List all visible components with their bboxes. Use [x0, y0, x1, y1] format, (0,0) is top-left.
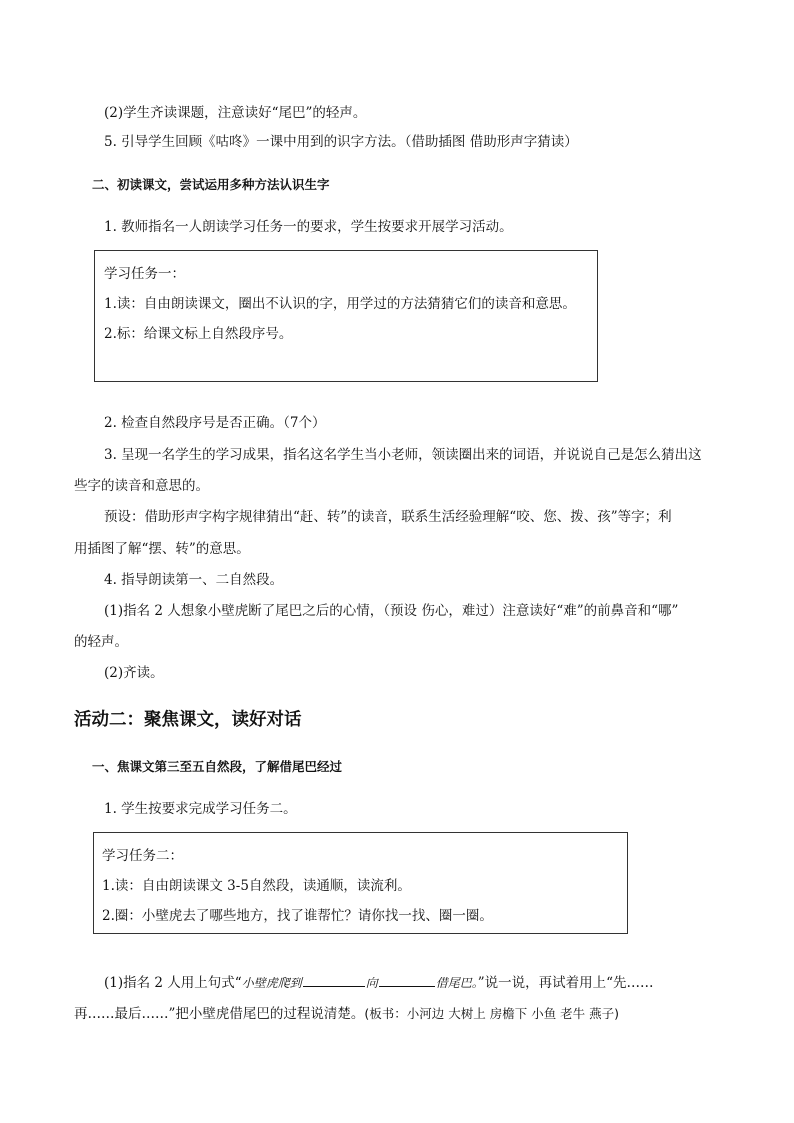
- paragraph-check-numbers: 2. 检查自然段序号是否正确。（7个）: [104, 415, 326, 431]
- paragraph-sentence-pattern-1: [104, 974, 654, 992]
- sentence-pattern-continue: ”说一说，再试着用上“先……: [477, 975, 654, 991]
- paragraph-imagine-mood-1: (1)指名 2 人想象小壁虎断了尾巴之后的心情，（预设 伤心，难过）注意读好“难”的前鼻音和“哪”: [104, 603, 679, 619]
- paragraph-imagine-mood-2: 的轻声。: [74, 634, 128, 650]
- paragraph-teacher-assigns: 1. 教师指名一人朗读学习任务一的要求，学生按要求开展学习活动。: [104, 219, 513, 235]
- fill-blank-animal: [379, 974, 435, 987]
- activity-two-heading: 活动二：聚焦课文，读好对话: [74, 710, 302, 730]
- task1-title: 学习任务一：: [104, 266, 185, 282]
- fill-blank-place: [303, 974, 365, 987]
- sentence-pattern-sequence: 再……最后……”把小壁虎借尾巴的过程说清楚。: [74, 1006, 365, 1022]
- paragraph-review-method: 5. 引导学生回顾《咕咚》一课中用到的识字方法。（借助插图 借助形声字猜读）: [104, 134, 578, 150]
- paragraph-present-result-1: 3. 呈现一名学生的学习成果，指名这名学生当小老师，领读圈出来的词语，并说说自己是怎么猜出这: [104, 447, 702, 463]
- task1-item-read: 1.读：自由朗读课文，圈出不认识的字，用学过的方法猜猜它们的读音和意思。: [104, 296, 576, 312]
- task-box-1: [94, 250, 598, 382]
- pattern-part-toward: 向: [365, 976, 378, 990]
- paragraph-read-title: (2)学生齐读课题，注意读好“尾巴”的轻声。: [104, 105, 367, 121]
- blackboard-notes: (板书：小河边 大树上 房檐下 小鱼 老牛 燕子): [364, 1006, 620, 1021]
- paragraph-preset-2: 用插图了解“摆、转”的意思。: [74, 541, 250, 557]
- section-heading-first-reading: 二、初读课文，尝试运用多种方法认识生字: [92, 177, 330, 192]
- task-box-2: [93, 832, 628, 934]
- sentence-pattern-intro: (1)指名 2 人用上句式“: [104, 975, 242, 991]
- task2-item-read: 1.读：自由朗读课文 3-5自然段，读通顺，读流利。: [102, 878, 411, 894]
- section-heading-borrow-tail: 一、焦课文第三至五自然段，了解借尾巴经过: [92, 759, 343, 774]
- paragraph-sentence-pattern-2: [74, 1005, 619, 1023]
- paragraph-complete-task2: 1. 学生按要求完成学习任务二。: [104, 801, 297, 817]
- paragraph-preset-1: 预设：借助形声字构字规律猜出“赶、转”的读音，联系生活经验理解“咬、您、拨、孩”等字；利: [104, 509, 672, 525]
- paragraph-guide-reading: 4. 指导朗读第一、二自然段。: [104, 572, 284, 588]
- paragraph-present-result-2: 些字的读音和意思的。: [74, 478, 209, 494]
- paragraph-read-together: (2)齐读。: [104, 665, 164, 681]
- task1-item-mark: 2.标：给课文标上自然段序号。: [104, 326, 293, 342]
- task2-title: 学习任务二：: [102, 848, 183, 864]
- task2-item-circle: 2.圈：小壁虎去了哪些地方，找了谁帮忙？请你找一找、圈一圈。: [102, 908, 493, 924]
- pattern-part-borrow: 借尾巴。: [435, 976, 478, 990]
- pattern-part-crawl: 小壁虎爬到: [241, 976, 302, 990]
